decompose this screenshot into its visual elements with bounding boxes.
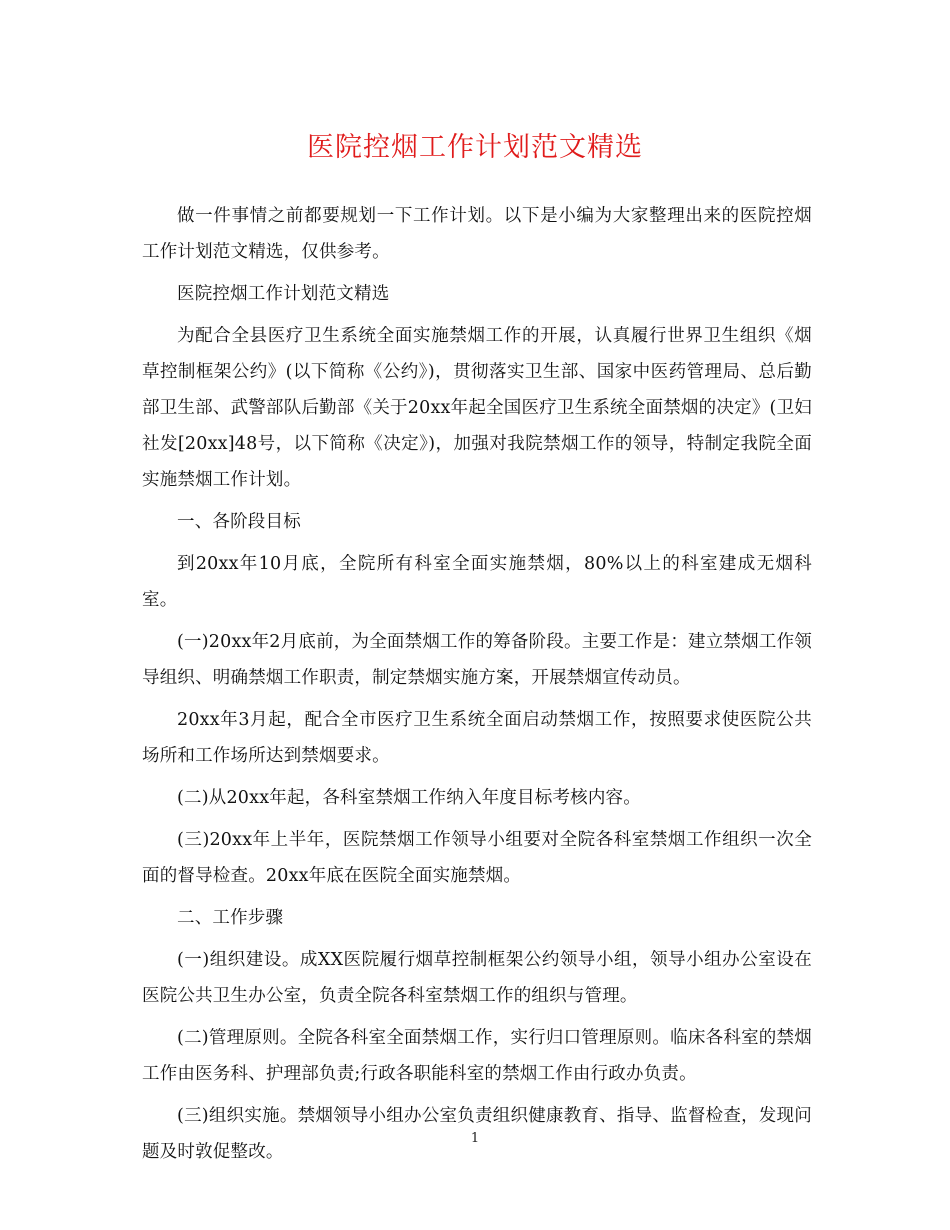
document-title: 医院控烟工作计划范文精选	[307, 132, 643, 163]
intro-paragraph: 做一件事情之前都要规划一下工作计划。以下是小编为大家整理出来的医院控烟工作计划范文精选，仅供参考。	[142, 206, 812, 262]
stage-one-paragraph: (一)20xx年2月底前，为全面禁烟工作的筹备阶段。主要工作是：建立禁烟工作领导组织、明确禁烟工作职责，制定禁烟实施方案，开展禁烟宣传动员。	[142, 632, 812, 688]
stage-three-paragraph: (三)20xx年上半年，医院禁烟工作领导小组要对全院各科室禁烟工作组织一次全面的督导检查。20xx年底在医院全面实施禁烟。	[142, 830, 812, 886]
stage-two-paragraph: (二)从20xx年起，各科室禁烟工作纳入年度目标考核内容。	[177, 788, 641, 808]
subtitle-paragraph: 医院控烟工作计划范文精选	[177, 284, 390, 304]
section-heading-steps: 二、工作步骤	[177, 908, 284, 928]
step-management-paragraph: (二)管理原则。全院各科室全面禁烟工作，实行归口管理原则。临床各科室的禁烟工作由医务科、护理部负责;行政各职能科室的禁烟工作由行政办负责。	[142, 1028, 812, 1084]
goal-paragraph: 到20xx年10月底，全院所有科室全面实施禁烟，80%以上的科室建成无烟科室。	[142, 554, 812, 610]
page-number: 1	[470, 1131, 480, 1146]
step-implementation-paragraph: (三)组织实施。禁烟领导小组办公室负责组织健康教育、指导、监督检查，发现问题及时敦促整改。	[142, 1106, 812, 1162]
purpose-paragraph: 为配合全县医疗卫生系统全面实施禁烟工作的开展，认真履行世界卫生组织《烟草控制框架公约》(以下简称《公约》)，贯彻落实卫生部、国家中医药管理局、总后勤部卫生部、武警部队后勤部《关于20xx年起全国医疗卫生系统全面禁烟的决定》(卫妇社发[20xx]48号，以下简称《决定》)，加强对我院禁烟工作的领导，特制定我院全面实施禁烟工作计划。	[142, 326, 812, 490]
document-body	[142, 198, 812, 1176]
step-organization-paragraph: (一)组织建设。成XX医院履行烟草控制框架公约领导小组，领导小组办公室设在医院公共卫生办公室，负责全院各科室禁烟工作的组织与管理。	[142, 950, 812, 1006]
stage-march-paragraph: 20xx年3月起，配合全市医疗卫生系统全面启动禁烟工作，按照要求使医院公共场所和工作场所达到禁烟要求。	[142, 710, 812, 766]
section-heading-goals: 一、各阶段目标	[177, 512, 301, 532]
